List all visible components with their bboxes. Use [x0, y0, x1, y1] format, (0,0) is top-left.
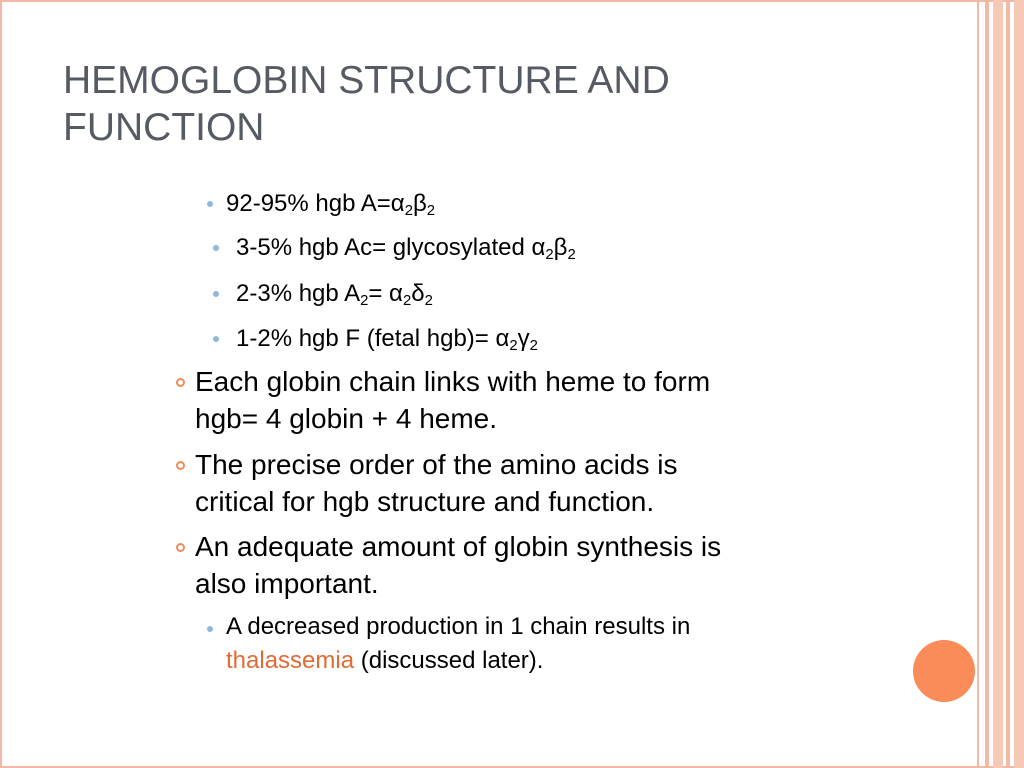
ring-bullet-icon [176, 461, 185, 470]
frame-top-border [0, 0, 1024, 2]
decorative-stripe [977, 0, 979, 768]
list-item-hgb-a: 92-95% hgb $A=\alpha_2\beta_2$ [226, 190, 436, 220]
ring-bullet-icon [176, 378, 185, 387]
main-item-line: An adequate amount of globin synthesis is [195, 531, 722, 562]
list-item-hgb-ac: 3-5% hgb Ac= glycosylated $\alpha_2\beta_2$ [236, 234, 576, 264]
circle-ornament [913, 640, 975, 702]
main-item-line: critical for hgb structure and function. [195, 486, 655, 517]
list-item-hgb-f: 1-2% hgb F (fetal $hgb)= \alpha_2\gamma_2$ [236, 325, 538, 355]
main-item-line: also important. [195, 568, 379, 599]
main-item-line: The precise order of the amino acids is [195, 449, 678, 480]
nested-item-line: thalassemia (discussed later). [226, 647, 544, 674]
main-item-line: hgb= 4 globin + 4 heme. [195, 403, 498, 434]
ring-bullet-icon [176, 543, 185, 552]
thalassemia-link: thalassemia [226, 647, 355, 674]
bullet-dot-icon [213, 291, 219, 297]
decorative-stripe [1014, 0, 1024, 768]
bullet-dot-icon [213, 245, 219, 251]
bullet-dot-icon [213, 336, 219, 342]
main-item-line: Each globin chain links with heme to form [195, 366, 711, 397]
slide-title: HEMOGLOBIN STRUCTURE AND FUNCTION [63, 59, 670, 149]
frame-left-border [0, 0, 2, 768]
nested-item-line: A decreased production in 1 chain results in [226, 613, 691, 640]
list-item-hgb-a2: 2-3% hgb $A_2= \alpha_2\delta_2$ [236, 280, 433, 310]
decorative-stripe [985, 0, 989, 768]
bullet-dot-icon [207, 201, 213, 207]
decorative-stripe [993, 0, 1003, 768]
bullet-dot-icon [207, 626, 213, 632]
decorative-stripe [1006, 0, 1010, 768]
